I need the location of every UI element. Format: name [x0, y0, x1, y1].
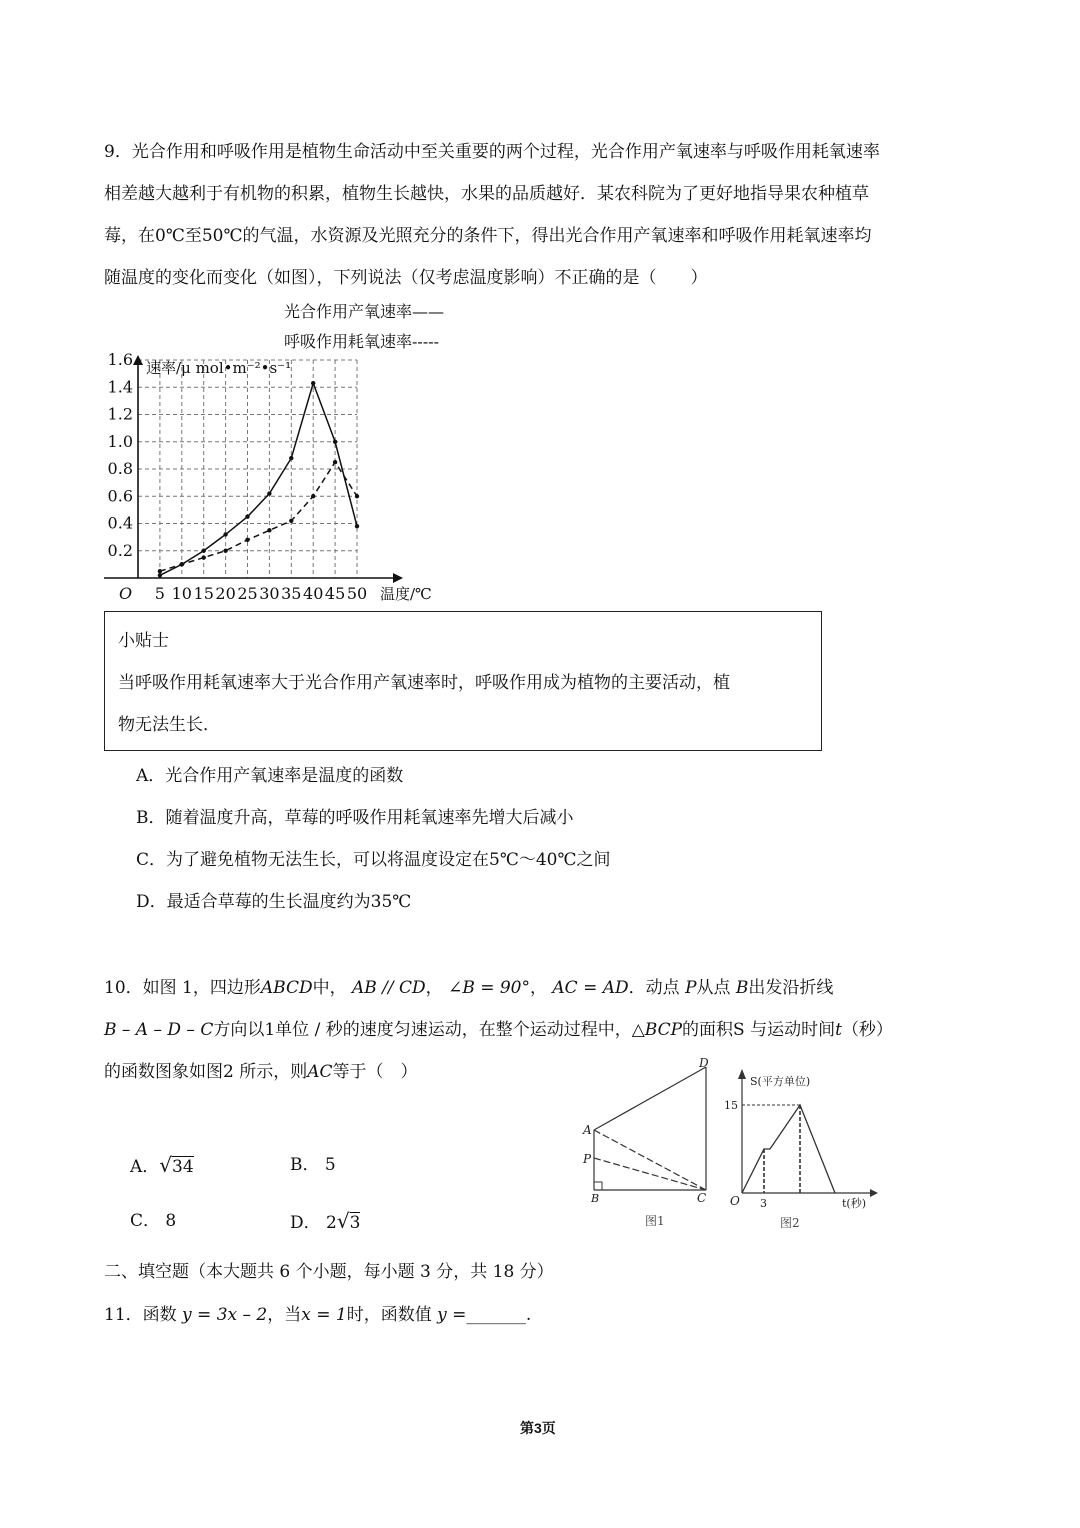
- q10-option-d: D． 2√3: [290, 1209, 361, 1233]
- q9-line-2: 相差越大越利于有机物的积累，植物生长越快，水果的品质越好．某农科院为了更好地指导果农种植草: [104, 184, 869, 204]
- q10-option-a-value: 34: [172, 1157, 194, 1177]
- q10-equal: AC = AD: [552, 978, 629, 998]
- fig2-caption: 图2: [780, 1216, 800, 1230]
- x-tick-label: 50: [346, 584, 368, 603]
- data-point-respiration: [355, 494, 359, 498]
- q10-line-3: [104, 1060, 418, 1084]
- q11-text: 时，函数值: [346, 1305, 432, 1325]
- fig2-x-label: t(秒): [842, 1197, 867, 1210]
- chart-x-label: 温度/℃: [380, 585, 432, 603]
- q9-line-4: 随温度的变化而变化（如图），下列说法（仅考虑温度影响）不正确的是（ ）: [104, 268, 708, 288]
- q11-line: [104, 1303, 531, 1327]
- data-point-photosynthesis: [355, 524, 359, 528]
- chart-grid: [138, 360, 357, 578]
- q10-text: 10．如图 1，四边形: [104, 978, 261, 998]
- tip-line-2: 物无法生长．: [118, 715, 220, 735]
- q10-text: 中，: [312, 978, 347, 998]
- x-tick-label: 40: [303, 584, 324, 603]
- data-point-photosynthesis: [267, 491, 271, 495]
- figure-2: [720, 1065, 885, 1235]
- q11-condition: x = 1: [301, 1305, 347, 1325]
- series-line-respiration: [160, 462, 357, 571]
- q10-line-1: 10．如图 1，四边形ABCD中， AB // CD， ∠B = 90°， AC = AD．动点 P从点 B出发沿折线: [104, 978, 834, 998]
- data-point-photosynthesis: [311, 381, 315, 385]
- data-point-respiration: [180, 562, 184, 566]
- q9-option-d: D．最适合草莓的生长温度约为35℃: [136, 892, 412, 912]
- q9-option-a: A．光合作用产氧速率是温度的函数: [136, 766, 404, 786]
- x-tick-label: 20: [215, 584, 236, 603]
- q10-text: （秒）: [841, 1020, 893, 1040]
- y-tick-label: 1.0: [107, 431, 133, 451]
- x-axis-arrow: [393, 573, 403, 583]
- fig1-label-p: P: [583, 1152, 592, 1166]
- fig2-y-label: S(平方单位): [750, 1075, 811, 1088]
- y-tick-label: 0.6: [107, 486, 133, 506]
- q10-text: 从点: [696, 978, 731, 998]
- x-tick-label: 10: [171, 584, 192, 603]
- fig2-x-tick: 3: [760, 1197, 767, 1210]
- fig1-label-b: B: [591, 1192, 600, 1205]
- fig1-label-c: C: [697, 1191, 707, 1205]
- data-point-respiration: [333, 460, 337, 464]
- q11-text: .: [525, 1305, 532, 1325]
- q10-text: 的函数图象如图2 所示，则: [104, 1062, 308, 1082]
- q10-text: ．动点: [628, 978, 680, 998]
- data-point-respiration: [202, 555, 206, 559]
- data-point-respiration: [223, 549, 227, 553]
- chart-series: [158, 381, 359, 578]
- y-tick-label: 1.4: [107, 377, 133, 397]
- data-point-respiration: [311, 494, 315, 498]
- data-point-photosynthesis: [158, 573, 162, 577]
- q10-line-2: [104, 1018, 893, 1042]
- q11-text: ，当: [267, 1305, 302, 1325]
- tip-box: [104, 611, 822, 751]
- fig2-y-tick: 15: [724, 1099, 738, 1112]
- series-line-photosynthesis: [160, 383, 357, 575]
- q10-parallel: AB // CD: [352, 978, 426, 998]
- y-tick-label: 1.6: [107, 350, 133, 369]
- q10-t: t: [835, 1020, 842, 1040]
- chart-y-label: 速率/μ mol•m⁻²•s⁻¹: [146, 359, 292, 377]
- y-tick-label: 0.2: [107, 540, 133, 560]
- q10-path: B – A – D – C: [104, 1020, 214, 1040]
- q9-line-3: 莓，在0℃至50℃的气温，水资源及光照充分的条件下，得出光合作用产氧速率和呼吸作用耗氧速率均: [104, 226, 872, 246]
- q10-text: 方向以1单位 / 秒的速度匀速运动，在整个运动过程中，: [213, 1020, 632, 1040]
- q10-option-d-label: D． 2: [290, 1213, 337, 1233]
- fig1-label-a: A: [583, 1123, 592, 1137]
- fig1-caption: 图1: [645, 1214, 665, 1228]
- q9-option-c: C．为了避免植物无法生长，可以将温度设定在5℃～40℃之间: [136, 850, 611, 870]
- q10-point-p: P: [685, 978, 697, 998]
- y-tick-label: 0.4: [107, 513, 133, 533]
- q9-option-b: B．随着温度升高，草莓的呼吸作用耗氧速率先增大后减小: [136, 808, 574, 828]
- data-point-photosynthesis: [202, 549, 206, 553]
- section-2-heading: 二、填空题（本大题共 6 个小题，每小题 3 分，共 18 分）: [104, 1262, 554, 1282]
- q10-option-a-label: A．: [130, 1157, 160, 1177]
- x-tick-label: 45: [324, 584, 346, 603]
- q10-ac: AC: [307, 1062, 333, 1082]
- fig2-origin: O: [730, 1194, 740, 1208]
- q10-option-c: C． 8: [130, 1211, 177, 1231]
- chart-ticks: [108, 350, 368, 603]
- data-point-photosynthesis: [223, 532, 227, 536]
- x-tick-label: 35: [281, 584, 302, 603]
- x-tick-label: 5: [154, 584, 165, 603]
- x-tick-label: 15: [193, 584, 214, 603]
- x-tick-label: 30: [259, 584, 280, 603]
- q10-angle: ∠B = 90°: [448, 978, 530, 998]
- data-point-respiration: [289, 519, 293, 523]
- tip-title: 小贴士: [118, 631, 169, 651]
- q11-answer-blank[interactable]: _______: [466, 1305, 526, 1325]
- tip-line-1: 当呼吸作用耗氧速率大于光合作用产氧速率时，呼吸作用成为植物的主要活动，植: [118, 673, 730, 693]
- rate-temperature-chart: [0, 295, 520, 610]
- data-point-respiration: [158, 569, 162, 573]
- q11-y: y =: [437, 1305, 467, 1325]
- q10-triangle: △BCP: [631, 1020, 683, 1040]
- y-tick-label: 1.2: [107, 404, 133, 424]
- legend-photosynthesis: 光合作用产氧速率——: [284, 302, 445, 321]
- q10-option-b: B． 5: [290, 1155, 336, 1175]
- q11-function: y = 3x – 2: [182, 1305, 268, 1325]
- q10-text: 等于（ ）: [332, 1062, 418, 1082]
- y-tick-label: 0.8: [107, 459, 133, 478]
- q10-text: 的面积S 与运动时间: [682, 1020, 836, 1040]
- data-point-respiration: [267, 528, 271, 532]
- legend-respiration: 呼吸作用耗氧速率-----: [284, 332, 440, 351]
- figure-1: [575, 1055, 725, 1235]
- q10-option-a: A．√34: [130, 1153, 194, 1177]
- q9-line-1: 9．光合作用和呼吸作用是植物生命活动中至关重要的两个过程，光合作用产氧速率与呼吸作用耗氧速率: [104, 142, 880, 162]
- q10-point-b: B: [735, 978, 749, 998]
- data-point-photosynthesis: [333, 440, 337, 444]
- q10-text: 出发沿折线: [748, 978, 834, 998]
- q11-text: 11．函数: [104, 1305, 177, 1325]
- q10-option-d-value: 3: [349, 1213, 361, 1233]
- x-tick-label: 25: [237, 584, 258, 603]
- chart-origin: O: [119, 584, 133, 603]
- page-number: 第3页: [520, 1420, 556, 1436]
- data-point-photosynthesis: [289, 456, 293, 460]
- q10-quad: ABCD: [260, 978, 313, 998]
- data-point-photosynthesis: [245, 514, 249, 518]
- fig1-label-d: D: [699, 1056, 709, 1070]
- data-point-respiration: [245, 538, 249, 542]
